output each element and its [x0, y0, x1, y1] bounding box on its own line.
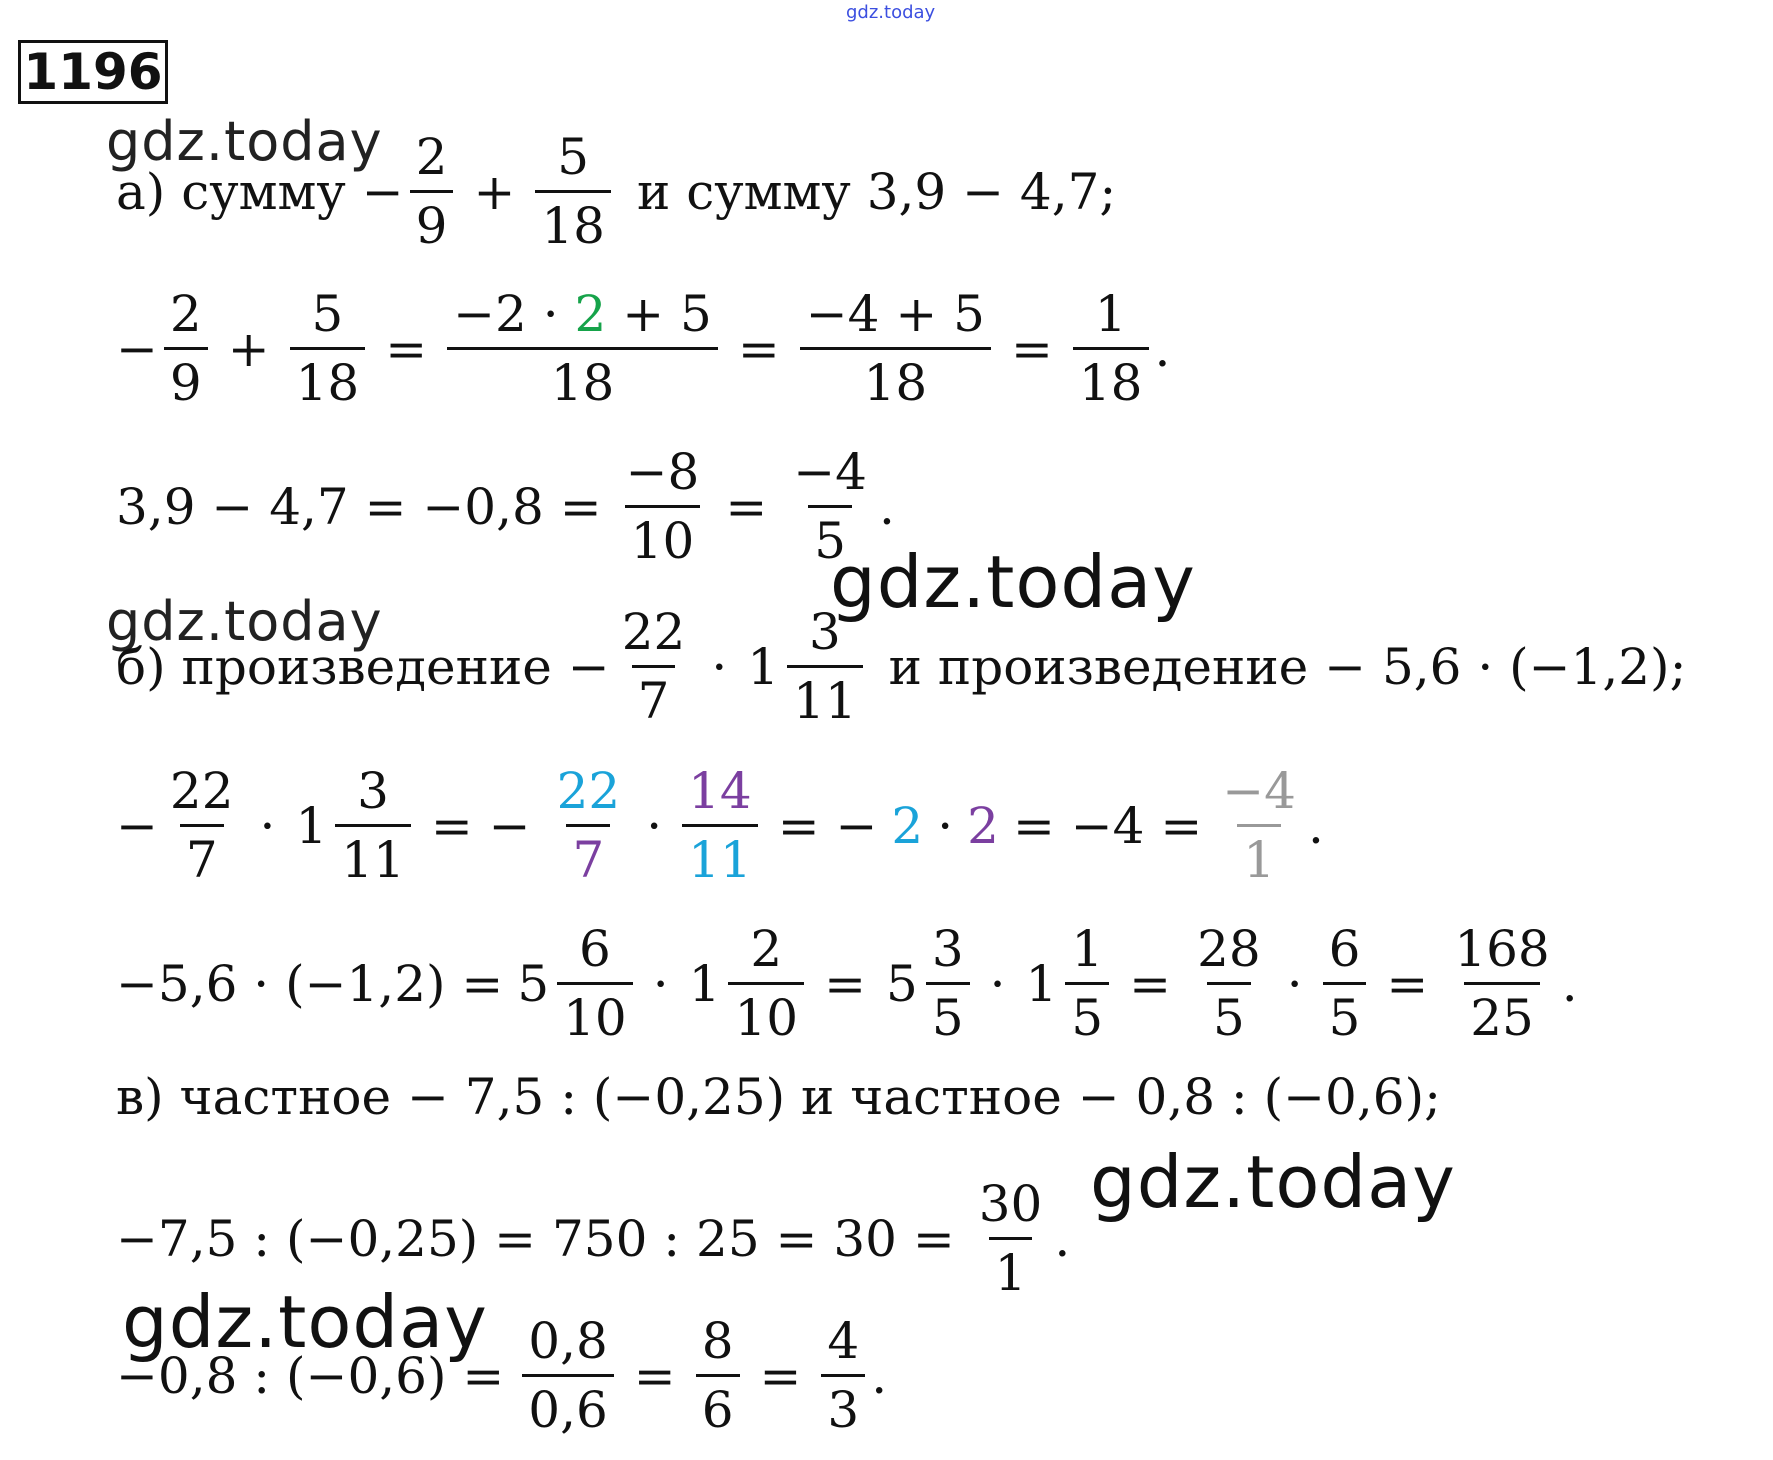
watermark: gdz.today [106, 590, 383, 653]
fraction: $\frac{3}{11}$ [787, 603, 863, 730]
calc-c-1: −7,5 : (−0,25) = 750 : 25 = 30 = $\frac{30}{1}$ . [116, 1175, 1071, 1302]
fraction: $\frac{168}{25}$ [1454, 920, 1550, 1047]
fraction: $\frac{5}{18}$ [290, 285, 366, 412]
fraction: $\frac{30}{1}$ [978, 1175, 1043, 1302]
fraction: $\frac{2}{9}$ [164, 285, 208, 412]
watermark: gdz.today [122, 1280, 488, 1364]
fraction: $\frac{-4 + 5}{18}$ [800, 285, 991, 412]
watermark-top: gdz.today [846, 2, 936, 23]
task-c [116, 1068, 1441, 1126]
watermark: gdz.today [1090, 1140, 1456, 1224]
fraction: $\frac{-4}{5}$ [793, 443, 867, 570]
fraction: $\frac{3}{5}$ [926, 920, 970, 1047]
task-a-prefix: а) сумму − [116, 162, 404, 221]
calc-b-2: −5,6 · (−1,2) = 5 $\frac{6}{10}$ · 1 $\frac{2}{10}$ = 5 $\frac{3}{5}$ · 1 $\frac{1}{5}$ = $\frac{28}{5}$ · $\frac{6}{5}$ = $\frac{168}{25}$ . [116, 920, 1578, 1047]
fraction: $\frac{-4}{1}$ [1222, 762, 1296, 889]
calc-a-2: 3,9 − 4,7 = −0,8 = $\frac{-8}{10}$ = $\frac{-4}{5}$ . [116, 443, 895, 570]
fraction: $\frac{6}{10}$ [557, 920, 633, 1047]
fraction: $\frac{0,8}{0,6}$ [522, 1312, 614, 1439]
fraction: $\frac{2}{9}$ [410, 128, 454, 255]
fraction: $\frac{14}{11}$ [682, 762, 758, 889]
fraction: $\frac{-2 \cdot 2 + 5}{18}$ [447, 285, 718, 412]
task-c-text: в) частное − 7,5 : (−0,25) и частное − 0,8 : (−0,6); [116, 1068, 1441, 1126]
fraction: $\frac{6}{5}$ [1323, 920, 1367, 1047]
fraction: $\frac{1}{5}$ [1065, 920, 1109, 1047]
fraction: $\frac{-8}{10}$ [625, 443, 700, 570]
task-b: б) произведение − $\frac{22}{7}$ · 1 $\frac{3}{11}$ и произведение − 5,6 · (−1,2); [116, 603, 1687, 730]
watermark: gdz.today [830, 540, 1196, 624]
task-b-suffix: и произведение − 5,6 · (−1,2); [888, 637, 1687, 696]
task-a: а) сумму − $\frac{2}{9}$ + $\frac{5}{18}$ и сумму 3,9 − 4,7; [116, 128, 1117, 255]
task-b-prefix: б) произведение − [116, 637, 610, 696]
fraction: $\frac{22}{7}$ [169, 762, 234, 889]
fraction: $\frac{3}{11}$ [335, 762, 411, 889]
fraction: $\frac{22}{7}$ [556, 762, 621, 889]
fraction: $\frac{4}{3}$ [821, 1312, 865, 1439]
calc-b-1: − $\frac{22}{7}$ · 1 $\frac{3}{11}$ = − $\frac{22}{7}$ · $\frac{14}{11}$ = − 2 · 2 = −4 = $\frac{-4}{1}$ . [116, 762, 1324, 889]
fraction: $\frac{5}{18}$ [535, 128, 611, 255]
fraction: $\frac{2}{10}$ [728, 920, 804, 1047]
fraction: $\frac{28}{5}$ [1197, 920, 1261, 1047]
fraction: $\frac{22}{7}$ [621, 603, 686, 730]
fraction: $\frac{8}{6}$ [696, 1312, 740, 1439]
problem-number: 1196 [18, 40, 168, 104]
calc-c-2: −0,8 : (−0,6) = $\frac{0,8}{0,6}$ = $\frac{8}{6}$ = $\frac{4}{3}$ . [116, 1312, 888, 1439]
calc-a-1: − $\frac{2}{9}$ + $\frac{5}{18}$ = $\frac{-2 \cdot 2 + 5}{18}$ = $\frac{-4 + 5}{18}$ = $\frac{1}{18}$ . [116, 285, 1171, 412]
fraction: $\frac{1}{18}$ [1073, 285, 1149, 412]
watermark: gdz.today [106, 110, 383, 173]
task-a-suffix: и сумму 3,9 − 4,7; [636, 162, 1117, 221]
